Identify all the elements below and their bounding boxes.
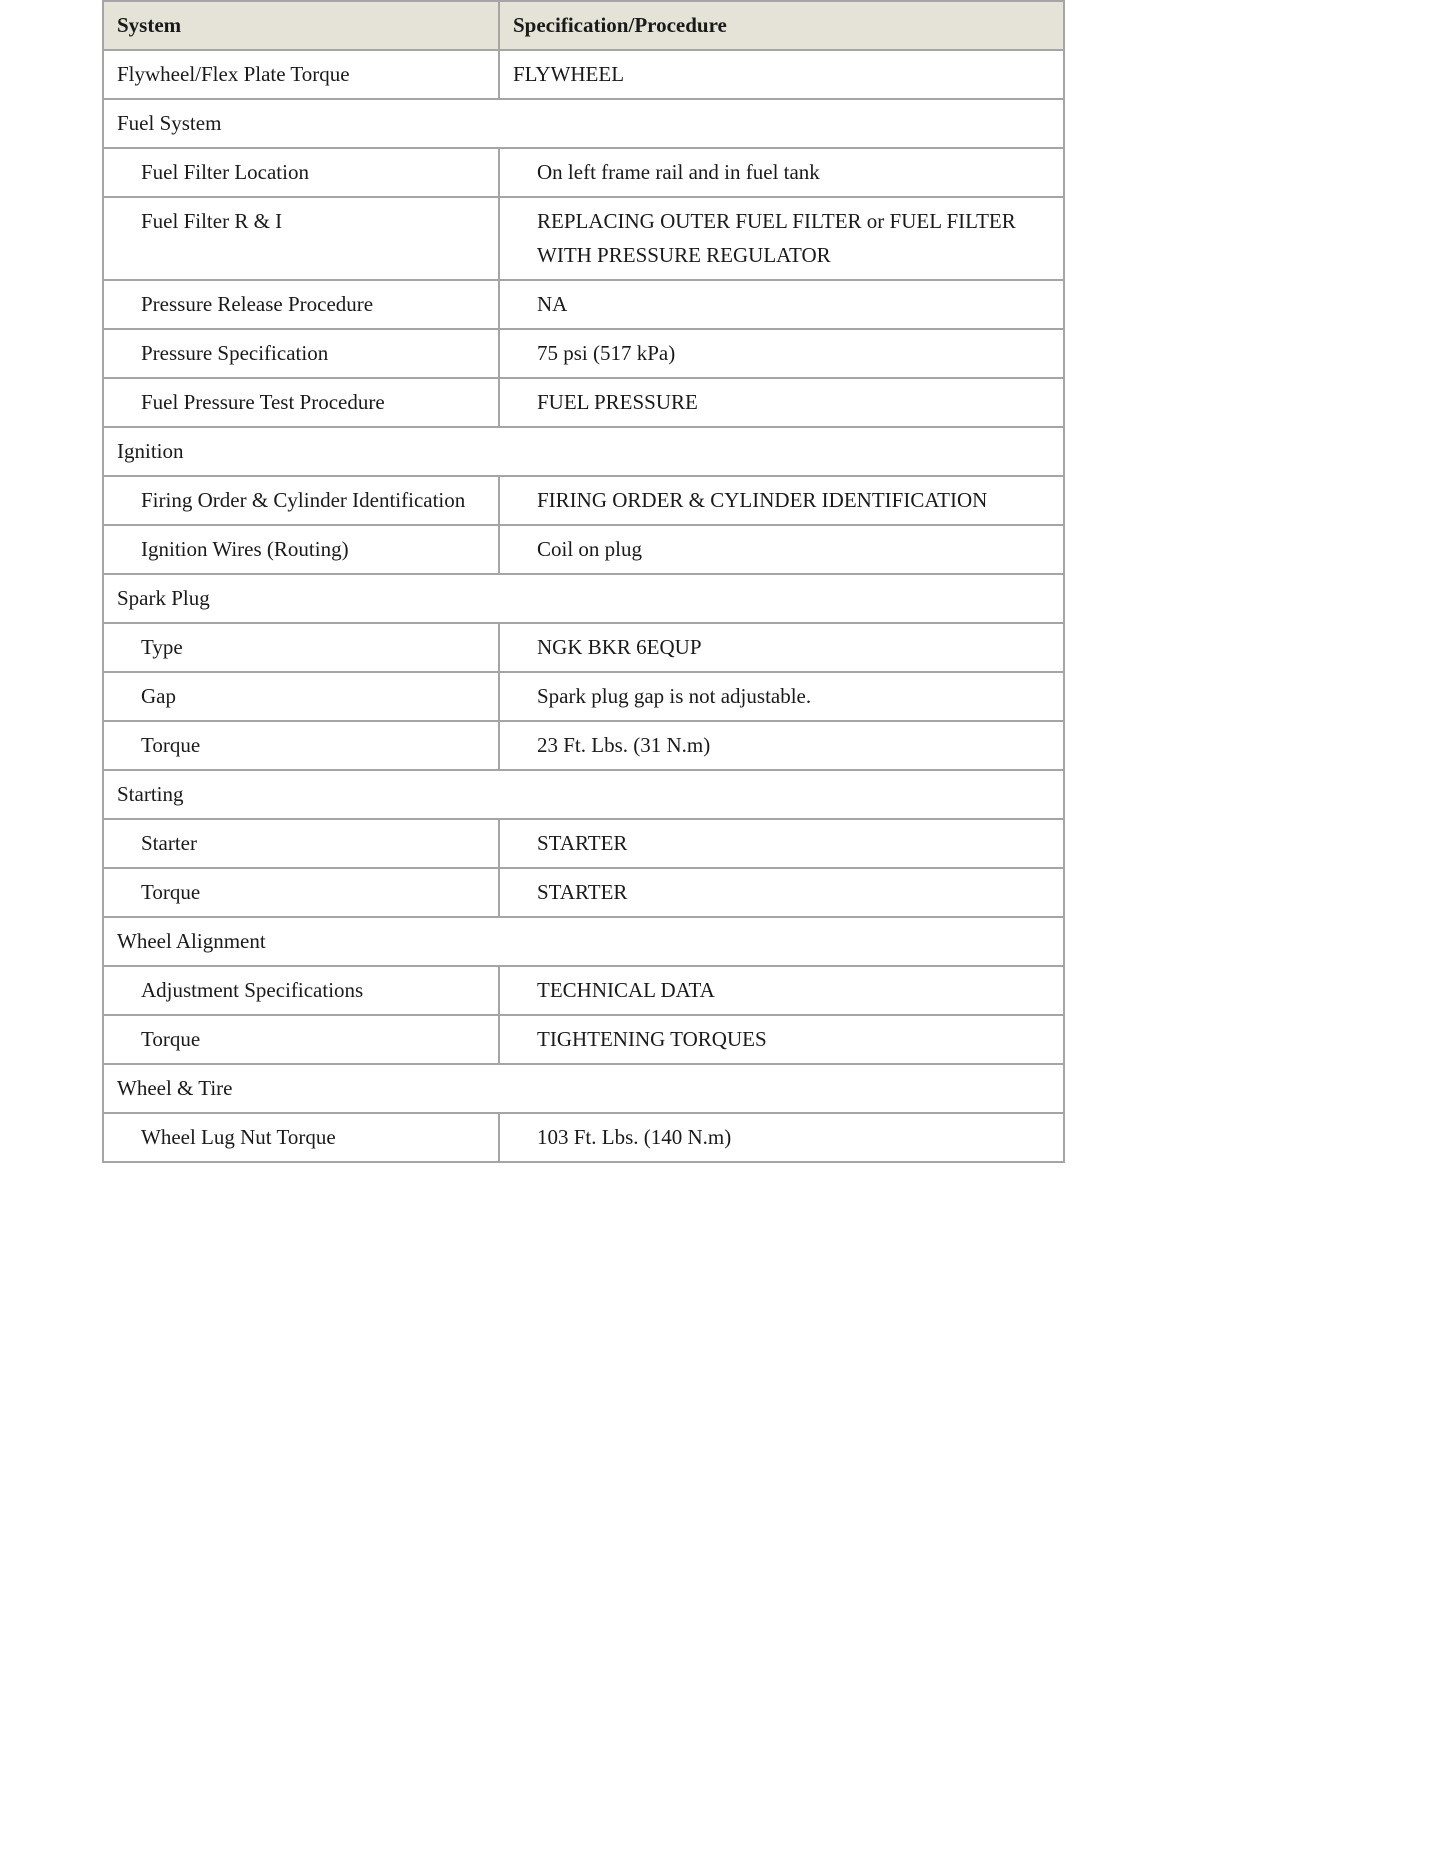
group-label: Fuel System (103, 99, 1064, 148)
spec-cell: On left frame rail and in fuel tank (499, 148, 1064, 197)
table-row (103, 672, 1064, 721)
system-cell: Torque (103, 1015, 499, 1064)
header-system: System (103, 1, 499, 50)
spec-cell: NGK BKR 6EQUP (499, 623, 1064, 672)
system-cell: Wheel Lug Nut Torque (103, 1113, 499, 1162)
system-cell: Ignition Wires (Routing) (103, 525, 499, 574)
table-row (103, 197, 1064, 280)
table-row (103, 476, 1064, 525)
system-cell: Starter (103, 819, 499, 868)
system-cell: Fuel Filter Location (103, 148, 499, 197)
group-row (103, 427, 1064, 476)
group-label: Starting (103, 770, 1064, 819)
system-cell: Type (103, 623, 499, 672)
spec-cell: 75 psi (517 kPa) (499, 329, 1064, 378)
spec-cell: FUEL PRESSURE (499, 378, 1064, 427)
table-row (103, 819, 1064, 868)
system-cell: Torque (103, 868, 499, 917)
group-label: Spark Plug (103, 574, 1064, 623)
system-cell: Fuel Filter R & I (103, 197, 499, 280)
specifications-table (102, 0, 1065, 1163)
system-cell: Adjustment Specifications (103, 966, 499, 1015)
spec-cell: 23 Ft. Lbs. (31 N.m) (499, 721, 1064, 770)
table-row (103, 868, 1064, 917)
table-header (103, 1, 1064, 50)
table-row (103, 525, 1064, 574)
table-row (103, 280, 1064, 329)
spec-cell: FIRING ORDER & CYLINDER IDENTIFICATION (499, 476, 1064, 525)
group-row (103, 99, 1064, 148)
spec-cell: STARTER (499, 868, 1064, 917)
spec-cell: REPLACING OUTER FUEL FILTER or FUEL FILTER WITH PRESSURE REGULATOR (499, 197, 1064, 280)
table-row (103, 50, 1064, 99)
system-cell: Pressure Release Procedure (103, 280, 499, 329)
system-cell: Firing Order & Cylinder Identification (103, 476, 499, 525)
table-body (103, 50, 1064, 1162)
system-cell: Gap (103, 672, 499, 721)
spec-cell: FLYWHEEL (499, 50, 1064, 99)
system-cell: Torque (103, 721, 499, 770)
group-row (103, 917, 1064, 966)
system-cell: Flywheel/Flex Plate Torque (103, 50, 499, 99)
table-row (103, 148, 1064, 197)
header-spec: Specification/Procedure (499, 1, 1064, 50)
group-label: Wheel & Tire (103, 1064, 1064, 1113)
spec-cell: TIGHTENING TORQUES (499, 1015, 1064, 1064)
group-label: Ignition (103, 427, 1064, 476)
table-row (103, 1015, 1064, 1064)
table-row (103, 966, 1064, 1015)
table-row (103, 1113, 1064, 1162)
spec-cell: Spark plug gap is not adjustable. (499, 672, 1064, 721)
spec-cell: 103 Ft. Lbs. (140 N.m) (499, 1113, 1064, 1162)
spec-cell: TECHNICAL DATA (499, 966, 1064, 1015)
table-row (103, 623, 1064, 672)
group-label: Wheel Alignment (103, 917, 1064, 966)
group-row (103, 770, 1064, 819)
system-cell: Pressure Specification (103, 329, 499, 378)
table-row (103, 329, 1064, 378)
table-row (103, 721, 1064, 770)
spec-cell: NA (499, 280, 1064, 329)
group-row (103, 574, 1064, 623)
spec-cell: STARTER (499, 819, 1064, 868)
group-row (103, 1064, 1064, 1113)
header-row (103, 1, 1064, 50)
spec-cell: Coil on plug (499, 525, 1064, 574)
system-cell: Fuel Pressure Test Procedure (103, 378, 499, 427)
table-row (103, 378, 1064, 427)
